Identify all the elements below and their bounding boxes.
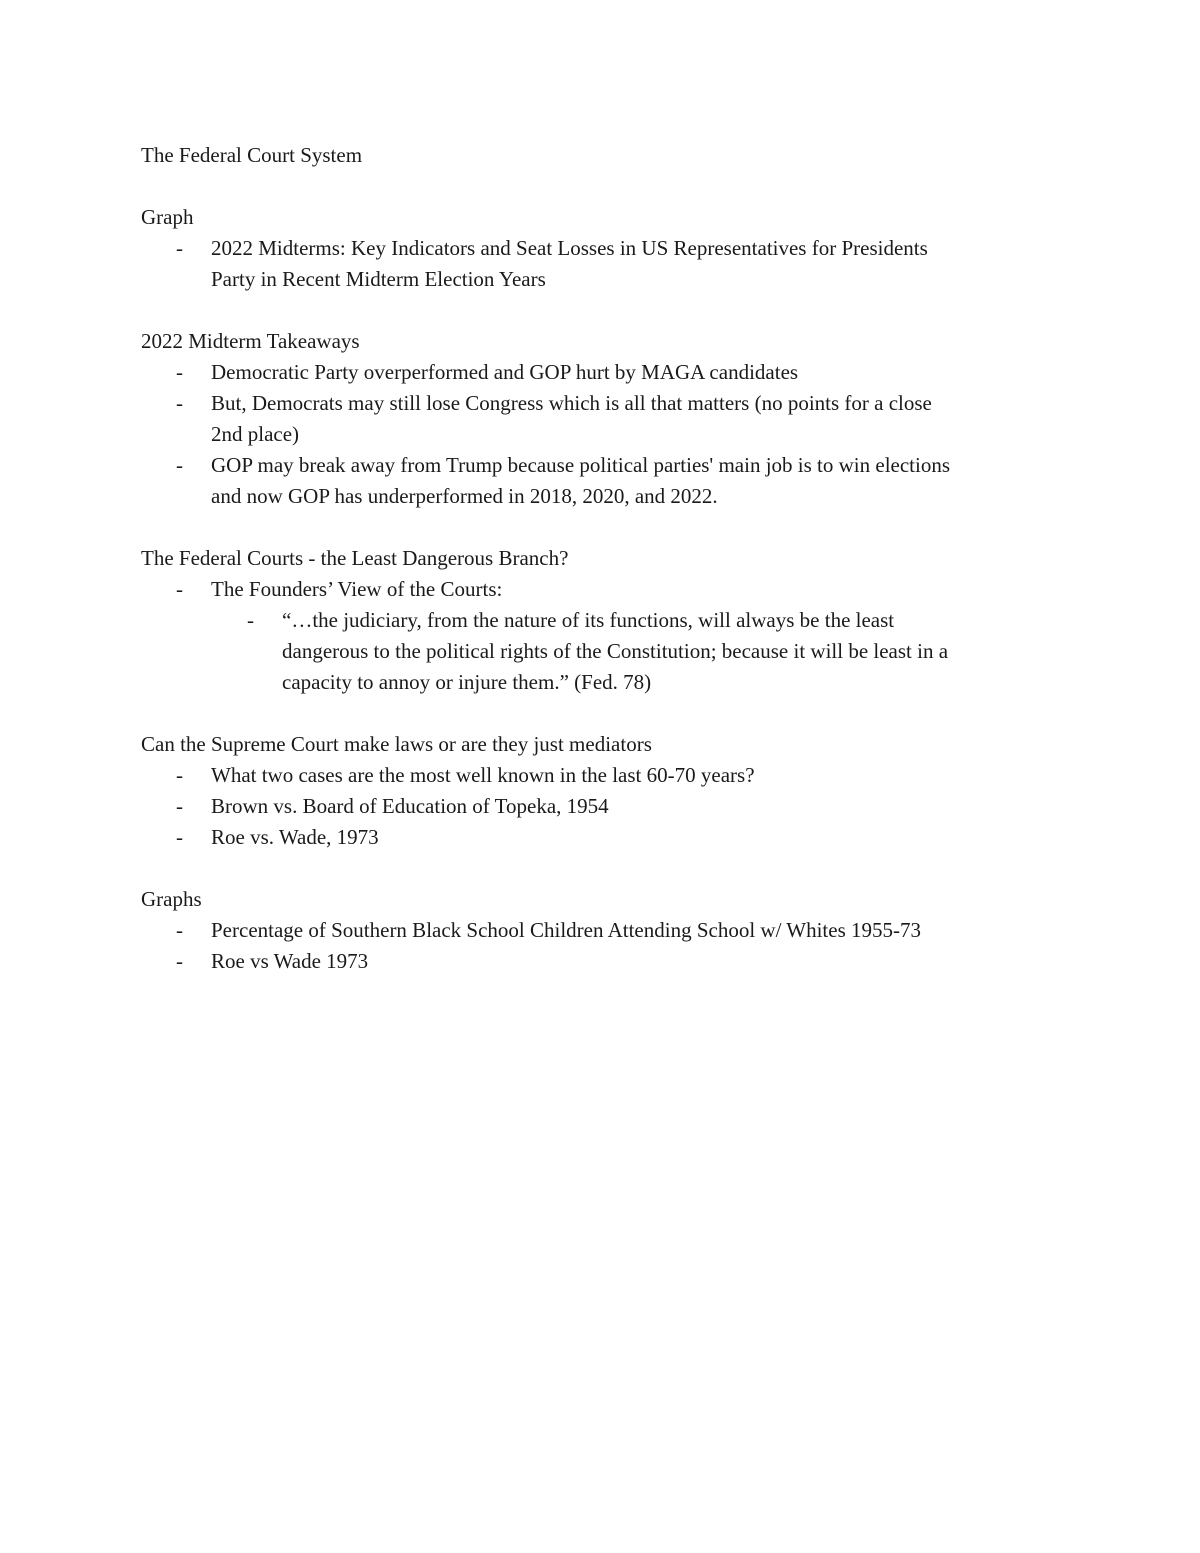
bullet-dash: - [176, 825, 183, 849]
list-item-text: But, Democrats may still lose Congress which is all that matters (no points for a close [211, 391, 932, 415]
list-item [141, 574, 1061, 605]
list-item [141, 915, 1061, 946]
list-item [141, 822, 1061, 853]
bullet-dash: - [176, 918, 183, 942]
bullet-dash: - [176, 577, 183, 601]
section-heading-graphs: Graphs [141, 887, 202, 911]
list-item-text-cont: 2nd place) [211, 422, 300, 446]
list-item-text: Percentage of Southern Black School Children Attending School w/ Whites 1955-73 [211, 918, 922, 942]
list-item-text: Roe vs Wade 1973 [211, 949, 369, 973]
bullet-dash: - [176, 794, 183, 818]
spacer [141, 512, 1061, 543]
list-item-text: Roe vs. Wade, 1973 [211, 825, 379, 849]
section-heading-graph: Graph [141, 205, 194, 229]
bullet-dash: - [176, 949, 183, 973]
list-item-text-cont: Party in Recent Midterm Election Years [211, 267, 546, 291]
list-item-nested [141, 605, 1061, 698]
list-item [141, 760, 1061, 791]
quote-text: “…the judiciary, from the nature of its functions, will always be the least [282, 608, 895, 632]
spacer [141, 171, 1061, 202]
list-item [141, 450, 1061, 512]
list-item [141, 946, 1061, 977]
bullet-dash: - [176, 763, 183, 787]
document-page [141, 140, 1061, 977]
bullet-dash: - [247, 608, 254, 632]
list-item-text: 2022 Midterms: Key Indicators and Seat Losses in US Representatives for Presidents [211, 236, 928, 260]
list-item-text-cont: and now GOP has underperformed in 2018, 2020, and 2022. [211, 484, 718, 508]
list-item [141, 233, 1061, 295]
list-item-text: Brown vs. Board of Education of Topeka, 1954 [211, 794, 609, 818]
section-heading-takeaways: 2022 Midterm Takeaways [141, 329, 360, 353]
list-item [141, 357, 1061, 388]
spacer [141, 698, 1061, 729]
document-title: The Federal Court System [141, 143, 363, 167]
quote-text-cont: dangerous to the political rights of the Constitution; because it will be least in a [282, 639, 949, 663]
bullet-dash: - [176, 391, 183, 415]
list-item-text: GOP may break away from Trump because political parties' main job is to win elections [211, 453, 951, 477]
list-item-text: What two cases are the most well known in the last 60-70 years? [211, 763, 755, 787]
bullet-dash: - [176, 236, 183, 260]
spacer [141, 295, 1061, 326]
list-item-text: Democratic Party overperformed and GOP hurt by MAGA candidates [211, 360, 799, 384]
list-item-text: The Founders’ View of the Courts: [211, 577, 503, 601]
list-item [141, 791, 1061, 822]
bullet-dash: - [176, 453, 183, 477]
list-item [141, 388, 1061, 450]
section-heading-supreme-court: Can the Supreme Court make laws or are they just mediators [141, 732, 652, 756]
quote-text-cont2: capacity to annoy or injure them.” (Fed. 78) [282, 670, 652, 694]
bullet-dash: - [176, 360, 183, 384]
section-heading-federal-courts: The Federal Courts - the Least Dangerous Branch? [141, 546, 569, 570]
spacer [141, 853, 1061, 884]
